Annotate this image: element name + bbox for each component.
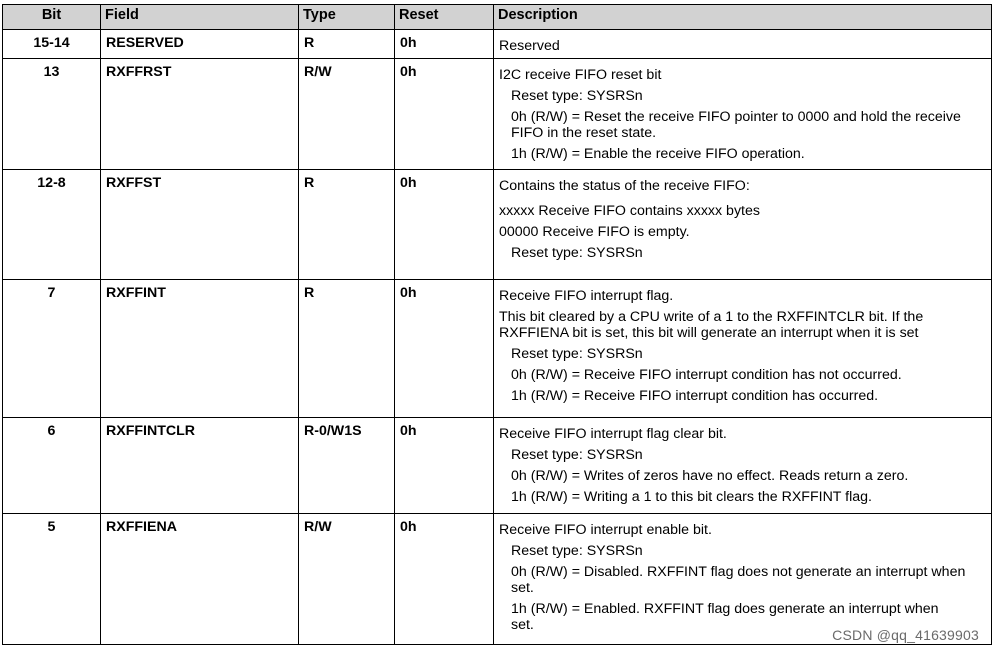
reset-type-line: Reset type: SYSRSn [511,346,643,362]
value-line: 1h (R/W) = Enabled. RXFFINT flag does generate an interrupt when set. [511,601,939,633]
cell-description [494,514,992,645]
cell-bit: 12-8 [3,170,101,280]
value-line: 0h (R/W) = Writes of zeros have no effect. Reads return a zero. [511,468,909,484]
reset-type-line: Reset type: SYSRSn [511,245,643,261]
cell-type: R [299,170,395,280]
cell-reset: 0h [395,514,494,645]
table-row [3,170,992,280]
description-line: Receive FIFO interrupt flag clear bit. [499,426,727,442]
cell-field: RESERVED [101,30,299,59]
watermark-text: CSDN @qq_41639903 [832,627,979,643]
cell-reset: 0h [395,170,494,280]
cell-description [494,59,992,170]
cell-bit: 5 [3,514,101,645]
description-line: Contains the status of the receive FIFO: [499,178,750,194]
cell-field: RXFFINTCLR [101,418,299,514]
table-row [3,514,992,645]
cell-description [494,418,992,514]
cell-type: R-0/W1S [299,418,395,514]
cell-bit: 6 [3,418,101,514]
description-line: Receive FIFO interrupt flag. [499,288,674,304]
header-field: Field [101,5,299,30]
cell-type: R/W [299,59,395,170]
cell-bit: 15-14 [3,30,101,59]
value-line: 0h (R/W) = Disabled. RXFFINT flag does not generate an interrupt when set. [511,564,966,596]
header-bit: Bit [3,5,101,30]
table-header-row [3,5,992,30]
cell-reset: 0h [395,30,494,59]
table-row [3,418,992,514]
reset-type-line: Reset type: SYSRSn [511,88,643,104]
cell-description [494,170,992,280]
value-line: 0h (R/W) = Reset the receive FIFO pointer to 0000 and hold the receive FIFO in the reset state. [511,109,961,141]
cell-description [494,280,992,418]
value-line: 1h (R/W) = Enable the receive FIFO operation. [511,146,805,162]
cell-reset: 0h [395,418,494,514]
value-line: 1h (R/W) = Receive FIFO interrupt condition has occurred. [511,388,879,404]
cell-reset: 0h [395,59,494,170]
reset-type-line: Reset type: SYSRSn [511,447,643,463]
cell-bit: 13 [3,59,101,170]
cell-type: R/W [299,514,395,645]
cell-description [494,30,992,59]
description-line: This bit cleared by a CPU write of a 1 to the RXFFINTCLR bit. If the RXFFIENA bit is set, this bit will generate an interrupt when it is set [499,309,924,341]
table-row [3,280,992,418]
cell-bit: 7 [3,280,101,418]
reset-type-line: Reset type: SYSRSn [511,543,643,559]
table-row [3,30,992,59]
header-reset: Reset [395,5,494,30]
cell-type: R [299,280,395,418]
cell-field: RXFFRST [101,59,299,170]
header-description: Description [494,5,992,30]
header-type: Type [299,5,395,30]
cell-field: RXFFINT [101,280,299,418]
description-line: 00000 Receive FIFO is empty. [499,224,690,240]
table-row [3,59,992,170]
cell-field: RXFFST [101,170,299,280]
cell-field: RXFFIENA [101,514,299,645]
cell-reset: 0h [395,280,494,418]
register-field-table [2,4,992,645]
description-line: I2C receive FIFO reset bit [499,67,662,83]
description-line: xxxxx Receive FIFO contains xxxxx bytes [499,203,760,219]
description-line: Receive FIFO interrupt enable bit. [499,522,712,538]
value-line: 0h (R/W) = Receive FIFO interrupt condition has not occurred. [511,367,902,383]
value-line: 1h (R/W) = Writing a 1 to this bit clears the RXFFINT flag. [511,489,872,505]
description-line: Reserved [499,38,560,54]
cell-type: R [299,30,395,59]
